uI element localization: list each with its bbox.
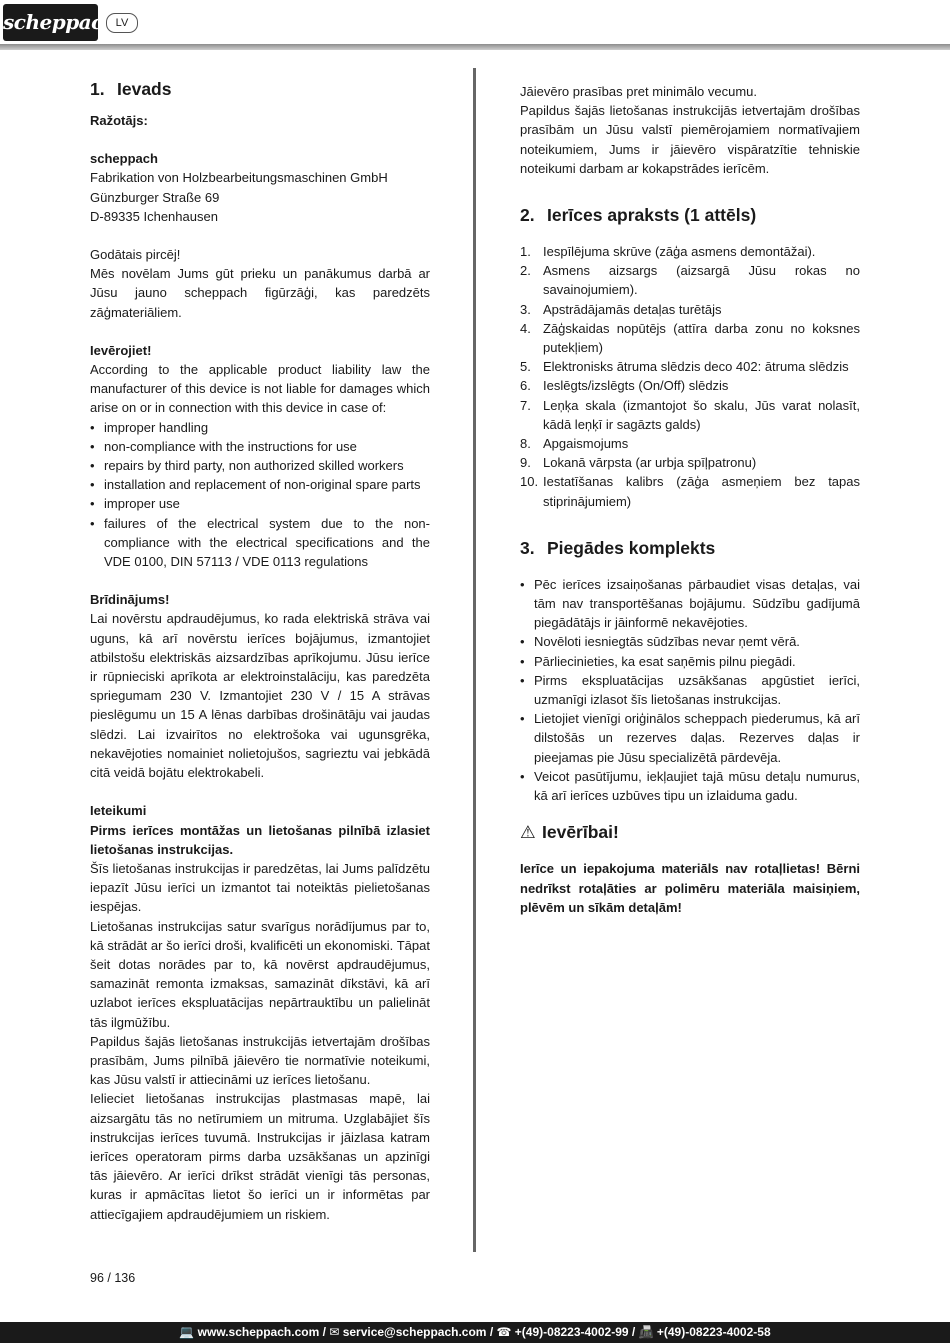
right-column [520,82,860,917]
description-list [520,242,860,511]
company-name: scheppach [90,151,158,167]
page-header [0,0,950,44]
list-item: • installation and replacement of non-original spare parts [90,477,421,493]
tips-paragraph: Šīs lietošanas instrukcijas ir paredzētas, lai Jums palīdzētu iepazīt Jūsu ierīci un izmantot tai noteiktās pielietošanas iespējas. [90,860,430,915]
section-2-heading: 2. Ierīces apraksts (1 attēls) [520,205,757,226]
section-1-heading: 1. Ievads [90,79,172,99]
intro-text: Mēs novēlam Jums gūt prieku un panākumus darbā ar Jūsu jauno scheppach figūrzāģi, kas paredzēts zāģmateriāliem. [90,266,430,320]
list-item: • improper use [90,496,180,512]
scheppach-logo: scheppach [3,4,98,41]
warning-icon: ⚠ [520,822,536,843]
phone-number: +(49)-08223-4002-99 [514,1325,629,1339]
separator: / [489,1325,494,1339]
language-badge: LV [106,13,138,33]
continued-text: Jāievēro prasības pret minimālo vecumu. [520,84,757,99]
separator: / [631,1325,636,1339]
list-item: • Pirms ekspluatācijas uzsākšanas apgūstiet ierīci, uzmanīgi izlasot šīs lietošanas instrukcijas. [520,672,860,708]
continued-text: Papildus šajās lietošanas instrukcijās ietvertajām drošības prasībām un Jūsu valstī piemērojamiem normatīvajiem noteikumiem, Jums ir jāievēro vispāratzītie tehniskie noteikumi darbam ar kokapstrādes ierīcēm. [520,103,860,176]
computer-icon: 💻 [179,1325,195,1339]
list-item: 9. Lokanā vārpsta (ar urbja spīļpatronu) [520,455,757,471]
list-item: 10. Iestatīšanas kalibrs (zāģa asmeņiem bez tapas stiprinājumiem) [520,474,860,509]
list-item: 4. Zāģskaidas nopūtējs (attīra darba zonu no koksnes putekļiem) [520,320,860,356]
tips-paragraph: Lietošanas instrukcijas satur svarīgus norādījumus par to, kā strādāt ar šo ierīci droši, kvalificēti un ekonomiski. Tāpat šeit dotas norādes par to, kā novērst apdraudējumus, samazināt remonta izmaksas, samazināt dīkstāvi, kā arī uzlabot ierīces ekspluatācijas nepārtrauktību un palielināt tās ilgmūžību. [90,918,430,1030]
address-line: Fabrikation von Holzbearbeitungsmaschinen GmbH [90,170,388,186]
list-item: • Novēloti iesniegtās sūdzības nevar ņemt vērā. [520,634,800,650]
address-line: D-89335 Ichenhausen [90,208,218,224]
address-line: Günzburger Straße 69 [90,189,220,205]
list-item: • Veicot pasūtījumu, iekļaujiet tajā mūsu detaļu numurus, kā arī ierīces uzbūves tipu un izlaiduma gadu. [520,768,860,804]
tips-bold: Pirms ierīces montāžas un lietošanas pilnībā izlasiet lietošanas instrukcijas. [90,822,430,857]
phone-icon: ☎ [496,1325,512,1339]
list-item: • improper handling [90,419,209,435]
section-3-heading: 3. Piegādes komplekts [520,537,716,558]
page-number: 96 / 136 [90,1271,136,1285]
attention-text: Ierīce un iepakojuma materiāls nav rotaļlietas! Bērni nedrīkst rotaļāties ar polimēru materiāla maisiņiem, plēvēm un sīkām detaļām! [520,861,860,915]
tips-paragraph: Ielieciet lietošanas instrukcijas plastmasas mapē, lai aizsargātu tās no netīrumiem un mitruma. Uzglabājiet šīs instrukcijas ierīces tuvumā. Instrukcijas ir jāizlasa katram ierīces operatoram pirms darba uzsākšanas un apzinīgi tās jāievēro. Ar ierīci drīkst strādāt vienīgi tās personas, kuras ir apmācītas lietot šo ierīci un ir informētas par attiecīgajiem apdraudējumiem un riskiem. [90,1091,430,1222]
list-item: • repairs by third party, non authorized skilled workers [90,458,404,474]
list-item: 2. Asmens aizsargs (aizsargā Jūsu rokas no savainojumiem). [520,263,860,298]
note-label: Ievērojiet! [90,342,152,358]
separator: / [322,1325,326,1339]
list-item: 5. Elektronisks ātruma slēdzis deco 402: ātruma slēdzis [520,359,849,375]
note-list [90,418,430,572]
note-text: According to the applicable product liability law the manufacturer of this device is not liable for damages which arise on or in connection with this device in case of: [90,362,430,416]
list-item: • failures of the electrical system due to the non-compliance with the electrical specifications and the VDE 0100, DIN 57113 / VDE 0113 regulations [90,515,430,570]
header-bar [0,44,950,50]
attention-heading: ⚠ Ievērībai! [520,819,860,845]
list-item: • non-compliance with the instructions for use [90,438,357,454]
tips-paragraph: Papildus šajās lietošanas instrukcijās ietvertajām drošības prasībām, Jums pilnībā jāievēro tie normatīvie noteikumi, kas Jūsu valstī ir attiecināmi uz ierīces lietošanu. [90,1033,430,1088]
list-item: 3. Apstrādājamās detaļas turētājs [520,301,722,317]
left-column [90,76,430,1224]
greeting: Godātais pircēj! [90,247,181,263]
supply-list [520,575,860,805]
list-item: 7. Leņķa skala (izmantojot šo skalu, Jūs varat nolasīt, kādā leņķī ir sagāzts galds) [520,397,860,432]
column-divider [473,68,476,1252]
tips-label: Ieteikumi [90,803,147,819]
list-item: • Pārliecinieties, ka esat saņēmis pilnu piegādi. [520,653,796,669]
warning-label: Brīdinājums! [90,592,170,608]
list-item: • Pēc ierīces izsaiņošanas pārbaudiet visas detaļas, vai tām nav transportēšanas bojājumu. Sūdzību gadījumā piegādātājs ir jāinformē nekavējoties. [520,576,860,631]
manufacturer-label: Ražotājs: [90,113,148,128]
list-item: 8. Apgaismojums [520,436,629,452]
list-item: 1. Iespīlējuma skrūve (zāģa asmens demontāžai). [520,244,816,260]
email-link[interactable]: service@scheppach.com [342,1325,487,1339]
fax-icon: 📠 [638,1325,654,1339]
warning-text: Lai novērstu apdraudējumus, ko rada elektriskā strāva vai uguns, kā arī novērstu ierīces bojājumus, izmantojiet atbilstošu elektriskās aizsardzības aprīkojumu. Jūsu ierīce ir rūpnieciski aprīkota ar elektroinstalāciju, kas paredzēta spriegumam 230 V. Izmantojiet 230 V / 15 A strāvas pieslēgumu un 15 A lēnas darbības drošinātāju vai jaudas slēdzi. Lai izvairītos no elektrošoka vai ugunsgrēka, nekavējoties nomainiet nolietojušos, sagrieztu vai jebkādā citā veidā bojātu elektrokabeli. [90,611,430,781]
mail-icon: ✉ [329,1325,340,1339]
page-footer [0,1322,950,1343]
list-item: • Lietojiet vienīgi oriģinālos scheppach piederumus, kā arī dilstošās un rezerves daļas. Rezerves daļas ir pieejamas pie Jūsu specializētā pārdevēja. [520,711,860,765]
fax-number: +(49)-08223-4002-58 [656,1325,771,1339]
website-link[interactable]: www.scheppach.com [197,1325,320,1339]
list-item: 6. Ieslēgts/izslēgts (On/Off) slēdzis [520,378,729,394]
